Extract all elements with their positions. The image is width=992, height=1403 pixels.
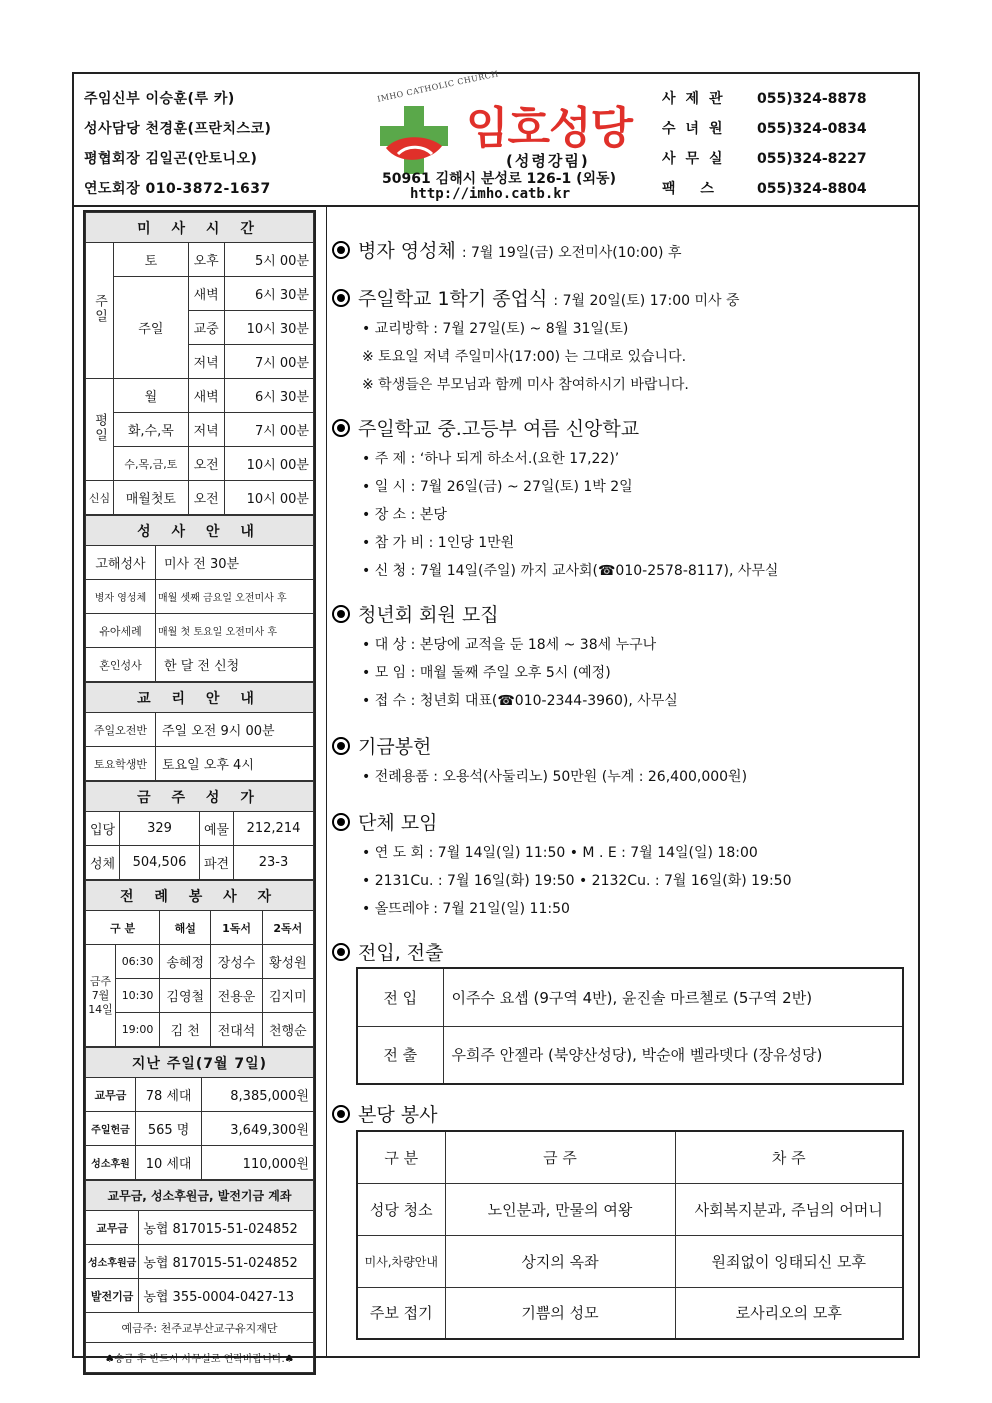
section-sick-communion: 병자 영성체 : 7월 19일(금) 오전미사(10:00) 후 [332, 236, 681, 263]
phone-row: 사제관 055)324-8878 [662, 91, 867, 107]
staff-council: 평협회장 김일곤(안토니오) [84, 151, 258, 167]
last-sunday-table: 지난 주일(7월 7일) 교무금 78 세대 8,385,000원 주일헌금 565 명 3,649,300원 성소후원 10 세대 110,000원 [85, 1047, 314, 1180]
section-groups: 단체 모임 [332, 808, 437, 835]
bullet-icon [332, 813, 350, 831]
sidebar [83, 210, 316, 1375]
phone-row: 사무실 055)324-8227 [662, 151, 867, 167]
phone-row: 팩 스 055)324-8804 [662, 181, 867, 197]
bullet-icon [332, 289, 350, 307]
header-staff [84, 84, 334, 204]
phone-row: 수녀원 055)324-0834 [662, 121, 867, 137]
education-table: 교 리 안 내 주일오전반 주일 오전 9시 00분 토요학생반 토요일 오후 4시 [85, 682, 314, 781]
mass-title: 미 사 시 간 [86, 213, 314, 243]
church-name: 임호성당 [466, 103, 633, 154]
bullet-icon [332, 943, 350, 961]
section-summer-camp: 주일학교 중.고등부 여름 신앙학교 [332, 414, 639, 441]
section-youth: 청년회 회원 모집 [332, 600, 499, 627]
section-sunday-school: 주일학교 1학기 종업식 : 7월 20일(토) 17:00 미사 중 [332, 284, 740, 311]
bullet-icon [332, 241, 350, 259]
sacrament-table: 성 사 안 내 고해성사 미사 전 30분 병자 영성체 매월 셋째 금요일 오전미사 후 유아세례 매월 첫 토요일 오전미사 후 혼인성사 한 달 전 신청 [85, 515, 314, 682]
church-address: 50961 김해시 분성로 126-1 (외동) [382, 171, 616, 187]
mass-table: 미 사 시 간 주일 토 오후 5시 00분 주일 새벽 6시 30분 교중 10시 30분 저녁 7시 00분 평일 월 새벽 6시 30분 화,수,목 저녁 7시 00분 수,목,금,토 오전 10시 00분 신심 매월첫토 오전 10시 00분 [85, 212, 314, 515]
section-transfer: 전입, 전출 [332, 938, 444, 965]
section-donation: 기금봉헌 [332, 732, 431, 759]
church-url[interactable]: http://imho.catb.kr [410, 186, 571, 202]
column-divider [326, 206, 327, 1358]
bullet-icon [332, 737, 350, 755]
accounts-table: 교무금, 성소후원금, 발전기금 계좌 교무금 농협 817015-51-024852 성소후원금 농협 817015-51-024852 발전기금 농협 355-0004-0427-13 예금주: 천주교부산교구유지재단 ♣송금 후 반드시 사무실로 연락바랍니다.♣ [85, 1180, 314, 1373]
cross-icon [378, 104, 450, 176]
staff-pastor: 주임신부 이승훈(루 카) [84, 91, 235, 107]
hymn-table: 금 주 성 가 입당 329 예물 212,214 성체 504,506 파견 23-3 [85, 781, 314, 880]
bullet-icon [332, 419, 350, 437]
servers-table: 전 례 봉 사 자 구 분 해설 1독서 2독서 금주 7월 14일 06:30 송혜정 장성수 황성원 10:30 김영철 전용운 김지미 19:00 김 천 전대석 천행순 [85, 880, 314, 1047]
staff-yeondo: 연도회장 010-3872-1637 [84, 181, 271, 197]
section-service: 본당 봉사 [332, 1100, 437, 1127]
church-subtitle: (성령강림) [506, 152, 590, 170]
church-logo [346, 69, 666, 204]
header-phones [662, 84, 912, 204]
bullet-icon [332, 605, 350, 623]
logo-arc-text: IMHO CATHOLIC CHURCH [376, 69, 500, 104]
transfer-table: 전 입 이주수 요셉 (9구역 4반), 윤진솔 마르첼로 (5구역 2반) 전 출 우희주 안젤라 (북양산성당), 박순애 벨라뎃다 (장유성당) [356, 967, 904, 1085]
header-divider [72, 205, 920, 207]
service-table: 구 분 금 주 차 주 성당 청소 노인분과, 만물의 여왕 사회복지분과, 주님의 어머니 미사,차량안내 상지의 옥좌 원죄없이 잉태되신 모후 주보 접기 기쁨의 성모 로사리오의 모후 [356, 1130, 904, 1340]
staff-sacrament: 성사담당 천경훈(프란치스코) [84, 121, 272, 137]
bullet-icon [332, 1105, 350, 1123]
